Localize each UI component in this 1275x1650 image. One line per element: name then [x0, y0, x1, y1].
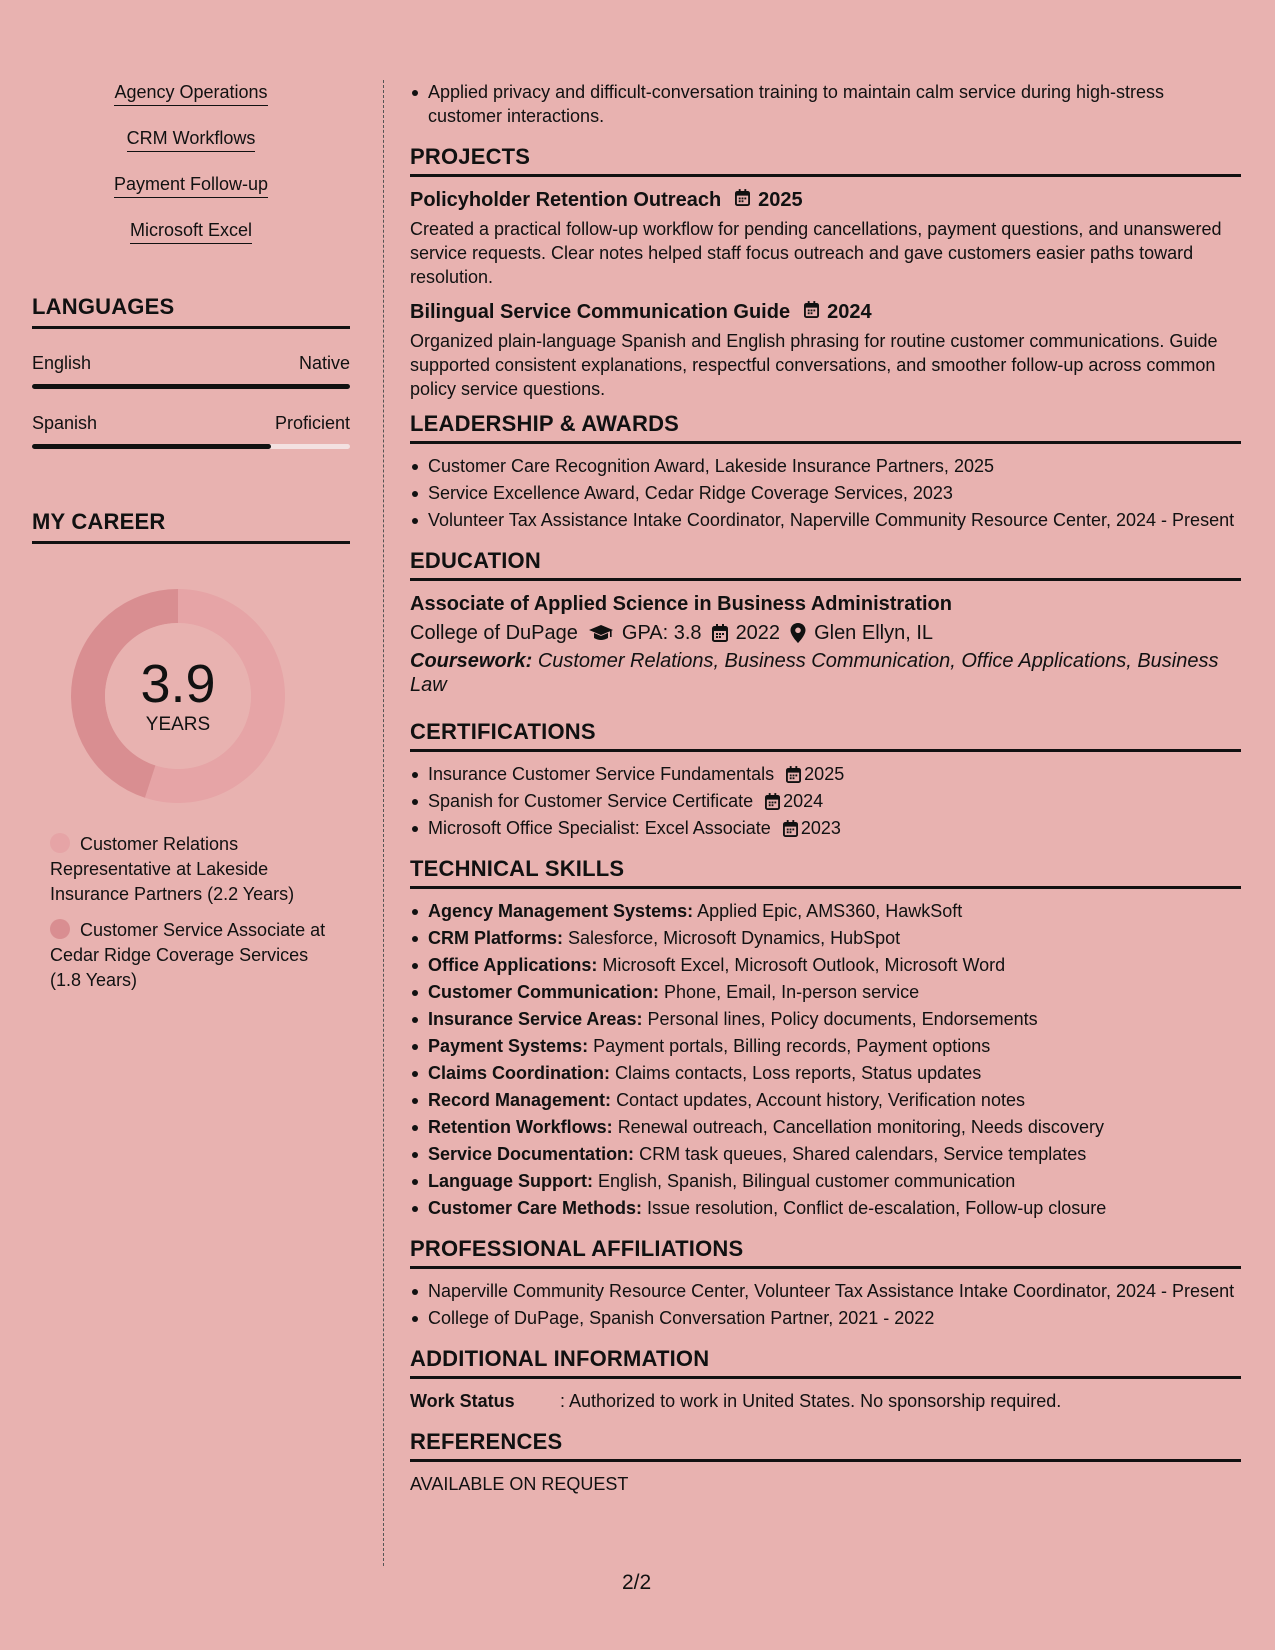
certifications-list — [410, 762, 1241, 840]
technical-skill-value: Personal lines, Policy documents, Endorsements — [647, 1009, 1038, 1029]
calendar-icon — [783, 820, 798, 837]
career-donut-label — [66, 584, 290, 808]
language-row — [32, 411, 350, 435]
certification-item — [410, 762, 1241, 786]
language-proficiency-bar — [32, 444, 350, 449]
affiliations-list — [410, 1279, 1241, 1330]
technical-skill-label: Language Support: — [428, 1171, 593, 1191]
education-entry — [410, 591, 1241, 697]
project-year: 2024 — [827, 301, 872, 323]
education-meta — [410, 619, 1241, 647]
language-name: Spanish — [32, 413, 98, 433]
technical-skill-value: Phone, Email, In-person service — [664, 982, 920, 1002]
technical-skill-item — [410, 1061, 1241, 1085]
technical-skill-value: Applied Epic, AMS360, HawkSoft — [697, 901, 963, 921]
coursework-label: Coursework: — [410, 650, 533, 672]
project-title — [410, 299, 1241, 325]
page-number: 2/2 — [622, 1571, 652, 1594]
project-name: Policyholder Retention Outreach — [410, 189, 722, 211]
awards-list — [410, 454, 1241, 532]
language-proficiency-fill — [32, 384, 350, 389]
column-divider — [383, 80, 384, 1566]
additional-info-row — [410, 1389, 1241, 1413]
certification-name: Microsoft Office Specialist: Excel Associate — [428, 818, 771, 838]
technical-skill-label: Payment Systems: — [428, 1036, 589, 1056]
technical-skill-label: Record Management: — [428, 1090, 612, 1110]
language-proficiency-fill — [32, 444, 271, 449]
technical-skill-label: Retention Workflows: — [428, 1117, 613, 1137]
technical-skill-item — [410, 1169, 1241, 1193]
technical-skill-label: Customer Communication: — [428, 982, 660, 1002]
technical-skill-item — [410, 1142, 1241, 1166]
skill-tag: Payment Follow-up — [114, 172, 268, 198]
affiliation-item: College of DuPage, Spanish Conversation Partner, 2021 - 2022 — [410, 1306, 1241, 1330]
skill-tag: Microsoft Excel — [130, 218, 252, 244]
career-legend — [32, 832, 350, 993]
technical-skill-value: Issue resolution, Conflict de-escalation, Follow-up closure — [647, 1198, 1107, 1218]
calendar-icon — [735, 187, 750, 213]
technical-skill-value: Microsoft Excel, Microsoft Outlook, Microsoft Word — [602, 955, 1006, 975]
technical-skill-label: Service Documentation: — [428, 1144, 635, 1164]
coursework — [410, 649, 1241, 697]
certification-year: 2025 — [804, 764, 845, 784]
language-row — [32, 351, 350, 375]
references-heading: REFERENCES — [410, 1429, 1241, 1462]
project-description: Organized plain-language Spanish and English phrasing for routine customer communications. Guide supported consistent explanations, respectful conversations, and smoother follow-up across common policy service questions. — [410, 331, 1218, 399]
certification-item — [410, 789, 1241, 813]
projects-heading: PROJECTS — [410, 144, 1241, 177]
calendar-icon — [712, 624, 728, 642]
technical-skill-item — [410, 953, 1241, 977]
right-column — [410, 80, 1241, 1496]
technical-skill-value: Contact updates, Account history, Verification notes — [616, 1090, 1025, 1110]
technical-skill-item — [410, 1196, 1241, 1220]
technical-skill-item — [410, 1007, 1241, 1031]
language-name: English — [32, 353, 92, 373]
skill-tags — [32, 80, 350, 264]
career-legend-label: Customer Service Associate at Cedar Ridge Coverage Services (1.8 Years) — [50, 920, 326, 990]
technical-skill-label: Office Applications: — [428, 955, 598, 975]
technical-skill-item — [410, 1034, 1241, 1058]
technical-skill-label: CRM Platforms: — [428, 928, 564, 948]
legend-dot — [50, 833, 70, 853]
technical-skill-value: CRM task queues, Shared calendars, Service templates — [639, 1144, 1087, 1164]
award-item: Customer Care Recognition Award, Lakeside Insurance Partners, 2025 — [410, 454, 1241, 478]
certification-year: 2023 — [800, 818, 841, 838]
graduation-cap-icon — [588, 624, 614, 642]
language-level: Native — [298, 353, 350, 373]
language-proficiency-bar — [32, 384, 350, 389]
career-heading: MY CAREER — [32, 509, 350, 544]
affiliations-heading: PROFESSIONAL AFFILIATIONS — [410, 1236, 1241, 1269]
project-name: Bilingual Service Communication Guide — [410, 301, 791, 323]
calendar-icon — [786, 766, 801, 783]
school-location: Glen Ellyn, IL — [814, 622, 934, 644]
technical-skills-heading: TECHNICAL SKILLS — [410, 856, 1241, 889]
degree-title: Associate of Applied Science in Business Administration — [410, 593, 952, 615]
technical-skill-label: Agency Management Systems: — [428, 901, 694, 921]
gpa: GPA: 3.8 — [621, 622, 702, 644]
technical-skill-value: English, Spanish, Bilingual customer communication — [598, 1171, 1016, 1191]
award-item: Volunteer Tax Assistance Intake Coordinator, Naperville Community Resource Center, 2024 - Present — [410, 508, 1241, 532]
technical-skill-item — [410, 899, 1241, 923]
graduation-year: 2022 — [735, 622, 781, 644]
school-name: College of DuPage — [410, 622, 578, 644]
affiliation-item: Naperville Community Resource Center, Volunteer Tax Assistance Intake Coordinator, 2024 - Present — [410, 1279, 1241, 1303]
education-heading: EDUCATION — [410, 548, 1241, 581]
coursework-list: Customer Relations, Business Communication, Office Applications, Business Law — [410, 650, 1219, 696]
additional-info-value: : Authorized to work in United States. No sponsorship required. — [560, 1391, 1062, 1411]
experience-bullet: Applied privacy and difficult-conversation training to maintain calm service during high-stress customer interactions. — [410, 80, 1241, 128]
additional-info-heading: ADDITIONAL INFORMATION — [410, 1346, 1241, 1379]
career-legend-item — [50, 918, 330, 993]
technical-skills-list — [410, 899, 1241, 1220]
certification-name: Spanish for Customer Service Certificate — [428, 791, 754, 811]
technical-skill-item — [410, 926, 1241, 950]
legend-dot — [50, 919, 70, 939]
references-text: AVAILABLE ON REQUEST — [410, 1474, 629, 1494]
language-level: Proficient — [274, 413, 350, 433]
certifications-heading: CERTIFICATIONS — [410, 719, 1241, 752]
skill-tag: CRM Workflows — [127, 126, 256, 152]
skill-tag: Agency Operations — [114, 80, 267, 106]
career-total: 3.9 — [140, 654, 216, 714]
technical-skill-value: Claims contacts, Loss reports, Status updates — [615, 1063, 982, 1083]
technical-skill-item — [410, 1088, 1241, 1112]
technical-skill-label: Claims Coordination: — [428, 1063, 611, 1083]
project-year: 2025 — [758, 189, 803, 211]
language-item — [32, 351, 350, 389]
career-unit: YEARS — [145, 714, 211, 735]
language-item — [32, 411, 350, 449]
career-donut-chart — [32, 584, 350, 814]
career-legend-label: Customer Relations Representative at Lakeside Insurance Partners (2.2 Years) — [50, 834, 295, 904]
certification-item — [410, 816, 1241, 840]
project-description: Created a practical follow-up workflow for pending cancellations, payment questions, and unanswered service requests. Clear notes helped staff focus outreach and gave customers easier paths toward resolution. — [410, 219, 1222, 287]
additional-info — [410, 1389, 1241, 1413]
left-column — [32, 80, 350, 1004]
technical-skill-label: Customer Care Methods: — [428, 1198, 643, 1218]
technical-skill-value: Renewal outreach, Cancellation monitoring, Needs discovery — [617, 1117, 1104, 1137]
language-list — [32, 351, 350, 449]
location-pin-icon — [790, 623, 806, 643]
projects-list — [410, 187, 1241, 401]
certification-name: Insurance Customer Service Fundamentals — [428, 764, 775, 784]
awards-heading: LEADERSHIP & AWARDS — [410, 411, 1241, 444]
languages-heading: LANGUAGES — [32, 294, 350, 329]
calendar-icon — [765, 793, 780, 810]
project-title — [410, 187, 1241, 213]
career-legend-item — [50, 832, 330, 907]
additional-info-key: Work Status — [410, 1391, 515, 1411]
technical-skill-label: Insurance Service Areas: — [428, 1009, 643, 1029]
calendar-icon — [804, 299, 819, 325]
certification-year: 2024 — [783, 791, 824, 811]
technical-skill-value: Salesforce, Microsoft Dynamics, HubSpot — [568, 928, 901, 948]
technical-skill-item — [410, 1115, 1241, 1139]
experience-bullets-continued — [410, 80, 1241, 128]
technical-skill-value: Payment portals, Billing records, Payment options — [593, 1036, 991, 1056]
technical-skill-item — [410, 980, 1241, 1004]
award-item: Service Excellence Award, Cedar Ridge Coverage Services, 2023 — [410, 481, 1241, 505]
